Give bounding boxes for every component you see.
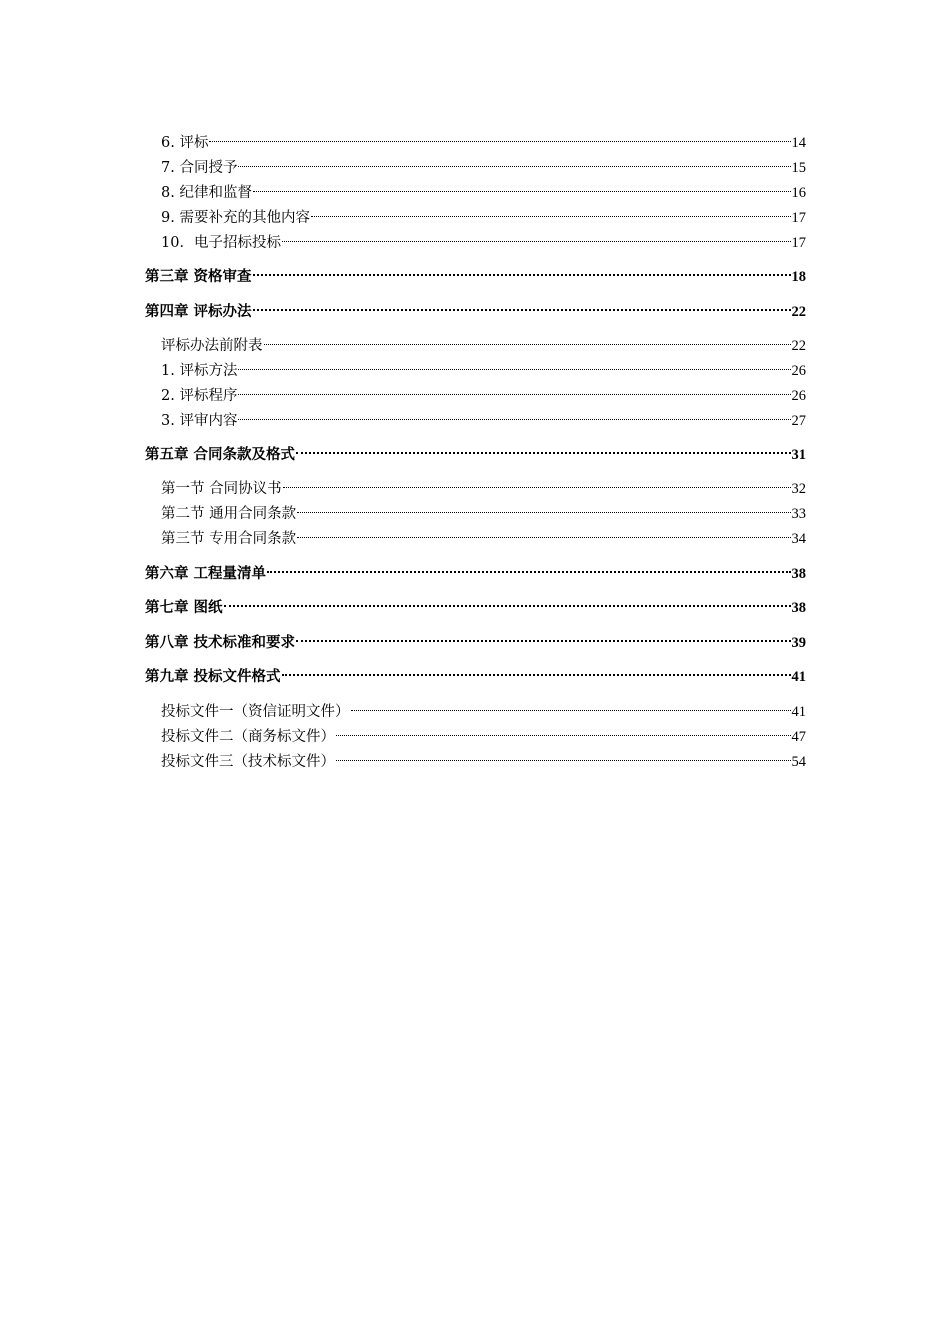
toc-page-number: 16 <box>791 185 806 201</box>
toc-entry-bid-doc-2[interactable] <box>161 719 806 745</box>
toc-chapter-label: 第五章 合同条款及格式 <box>145 446 296 463</box>
toc-page-number: 17 <box>791 210 806 226</box>
toc-leader-dots <box>311 200 791 222</box>
toc-entry-evaluation-method[interactable] <box>161 353 806 379</box>
toc-leader-dots <box>336 719 791 741</box>
toc-entry-label: 评标办法前附表 <box>161 338 263 354</box>
toc-leader-dots <box>297 521 790 543</box>
toc-entry-label: 投标文件一（资信证明文件） <box>161 704 350 720</box>
toc-leader-dots <box>297 496 790 518</box>
toc-page-number: 22 <box>791 304 806 320</box>
toc-page-number: 32 <box>791 481 806 497</box>
toc-page-number: 47 <box>791 729 806 745</box>
toc-page-number: 18 <box>791 269 806 285</box>
toc-chapter-7[interactable] <box>145 590 806 616</box>
toc-chapter-label: 第七章 图纸 <box>145 599 223 616</box>
toc-page-number: 26 <box>791 363 806 379</box>
toc-leader-dots <box>253 294 791 316</box>
toc-leader-dots <box>253 175 791 197</box>
toc-chapter-3[interactable] <box>145 259 806 285</box>
toc-entry-label: 1. 评标方法 <box>161 363 238 379</box>
toc-leader-dots <box>238 403 790 425</box>
toc-page-number: 41 <box>791 704 806 720</box>
toc-entry-evaluation-procedure[interactable] <box>161 378 806 404</box>
toc-leader-dots <box>296 437 790 459</box>
toc-leader-dots <box>209 125 790 147</box>
toc-entry-bid-doc-1[interactable] <box>161 694 806 720</box>
toc-entry-label: 第二节 通用合同条款 <box>161 506 297 522</box>
toc-page-number: 15 <box>791 160 806 176</box>
toc-entry-label: 10．电子招标投标 <box>161 235 281 251</box>
toc-entry-6-evaluation[interactable] <box>161 125 806 151</box>
toc-page-number: 34 <box>791 531 806 547</box>
toc-entry-label: 3. 评审内容 <box>161 413 238 429</box>
toc-chapter-4[interactable] <box>145 294 806 320</box>
toc-leader-dots <box>238 150 790 172</box>
toc-page-number: 27 <box>791 413 806 429</box>
toc-chapter-label: 第六章 工程量清单 <box>145 565 267 582</box>
toc-page-number: 38 <box>791 600 806 616</box>
toc-page-number: 41 <box>791 669 806 685</box>
toc-entry-7-contract-award[interactable] <box>161 150 806 176</box>
toc-entry-label: 8. 纪律和监督 <box>161 185 252 201</box>
toc-entry-9-supplement[interactable] <box>161 200 806 226</box>
toc-leader-dots <box>253 259 791 281</box>
toc-leader-dots <box>282 659 791 681</box>
toc-entry-label: 第一节 合同协议书 <box>161 481 282 497</box>
toc-entry-label: 6. 评标 <box>161 135 209 151</box>
toc-leader-dots <box>283 471 791 493</box>
toc-leader-dots <box>238 378 790 400</box>
toc-entry-general-terms[interactable] <box>161 496 806 522</box>
toc-leader-dots <box>296 625 790 647</box>
toc-leader-dots <box>282 225 791 247</box>
toc-leader-dots <box>238 353 790 375</box>
toc-page-number: 31 <box>791 447 806 463</box>
toc-chapter-label: 第八章 技术标准和要求 <box>145 634 296 651</box>
toc-entry-label: 投标文件三（技术标文件） <box>161 754 335 770</box>
toc-page-number: 22 <box>791 338 806 354</box>
toc-entry-label: 投标文件二（商务标文件） <box>161 729 335 745</box>
toc-page-number: 38 <box>791 566 806 582</box>
toc-entry-evaluation-appendix[interactable] <box>161 328 806 354</box>
toc-chapter-6[interactable] <box>145 556 806 582</box>
toc-entry-label: 第三节 专用合同条款 <box>161 531 297 547</box>
toc-entry-review-content[interactable] <box>161 403 806 429</box>
toc-page-number: 54 <box>791 754 806 770</box>
toc-entry-8-discipline[interactable] <box>161 175 806 201</box>
toc-page-number: 17 <box>791 235 806 251</box>
toc-page-number: 33 <box>791 506 806 522</box>
toc-chapter-8[interactable] <box>145 625 806 651</box>
toc-chapter-label: 第四章 评标办法 <box>145 303 252 320</box>
toc-leader-dots <box>264 328 791 350</box>
toc-entry-label: 7. 合同授予 <box>161 160 238 176</box>
toc-page-number: 14 <box>791 135 806 151</box>
toc-leader-dots <box>224 590 791 612</box>
toc-page-number: 26 <box>791 388 806 404</box>
toc-leader-dots <box>336 744 791 766</box>
toc-leader-dots <box>351 694 791 716</box>
toc-chapter-label: 第三章 资格审查 <box>145 268 252 285</box>
toc-entry-label: 9. 需要补充的其他内容 <box>161 210 310 226</box>
toc-leader-dots <box>267 556 790 578</box>
toc-chapter-label: 第九章 投标文件格式 <box>145 668 281 685</box>
toc-entry-10-e-bidding[interactable] <box>161 225 806 251</box>
toc-entry-contract-agreement[interactable] <box>161 471 806 497</box>
toc-entry-label: 2. 评标程序 <box>161 388 238 404</box>
toc-page-number: 39 <box>791 635 806 651</box>
toc-chapter-5[interactable] <box>145 437 806 463</box>
toc-entry-bid-doc-3[interactable] <box>161 744 806 770</box>
toc-entry-special-terms[interactable] <box>161 521 806 547</box>
toc-chapter-9[interactable] <box>145 659 806 685</box>
